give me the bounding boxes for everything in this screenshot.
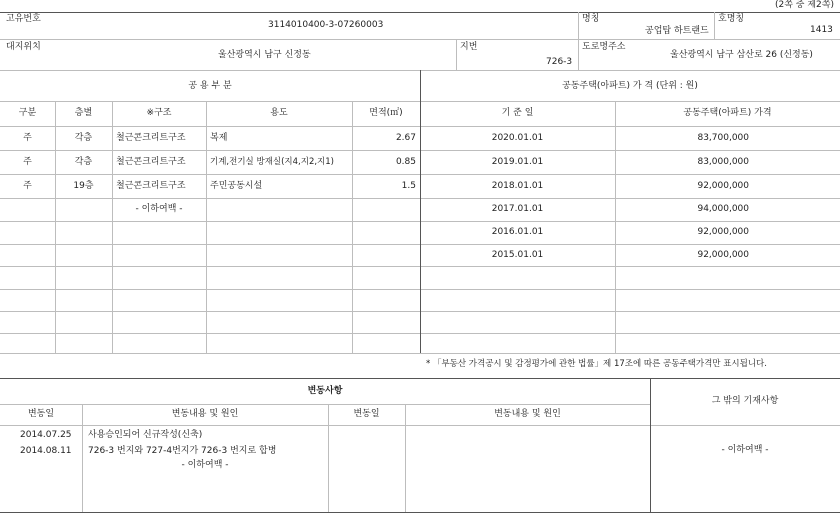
cell-division: 주	[23, 133, 32, 143]
cell-floor: 각층	[74, 157, 93, 167]
cell-usage: 복제	[210, 133, 228, 143]
cell-price: 83,700,000	[697, 133, 749, 143]
house-value: 1413	[810, 25, 833, 35]
cell-division: 주	[23, 181, 32, 191]
cell-area: 0.85	[395, 157, 416, 167]
cell-structure: 철근콘크리트구조	[116, 181, 186, 191]
cell-structure: 철근콘크리트구조	[116, 157, 186, 167]
change-text: 726-3 번지와 727-4번지가 726-3 번지로 합병	[88, 446, 277, 456]
change-date: 2014.08.11	[20, 446, 72, 456]
cell-structure: 철근콘크리트구조	[116, 133, 186, 143]
col-header-floor: 층별	[74, 108, 93, 118]
cell-floor: 19층	[73, 181, 94, 191]
change-text: 사용승인되어 신규작성(신축)	[88, 430, 203, 440]
other-section-title: 그 밖의 기재사항	[711, 396, 779, 406]
common-section-title: 공 용 부 분	[188, 81, 232, 91]
id-value: 3114010400-3-07260003	[268, 20, 384, 30]
cell-price: 92,000,000	[697, 250, 749, 260]
col-header-base-date: 기 준 일	[501, 108, 534, 118]
name-label: 명칭	[582, 14, 600, 24]
change-date: 2014.07.25	[20, 430, 72, 440]
road-value: 울산광역시 남구 삼산로 26 (신정동)	[670, 50, 813, 60]
col-header-change-date-1: 변동일	[27, 409, 55, 419]
cell-price: 94,000,000	[697, 204, 749, 214]
col-header-structure: ※구조	[146, 108, 172, 118]
cell-price: 92,000,000	[697, 181, 749, 191]
lot-label: 지번	[460, 42, 478, 52]
road-label: 도로명주소	[582, 42, 626, 52]
id-label: 고유번호	[6, 14, 41, 24]
col-header-change-content-2: 변동내용 및 원인	[494, 409, 561, 419]
col-header-change-date-2: 변동일	[353, 409, 380, 419]
page-indicator: (2쪽 중 제2쪽)	[775, 0, 834, 10]
cell-price: 83,000,000	[697, 157, 749, 167]
lot-value: 726-3	[546, 57, 573, 67]
price-section-title: 공동주택(아파트) 가 격 (단위 : 원)	[562, 81, 698, 91]
cell-usage: 기계,전기실 방재실(지4,지2,지1)	[210, 157, 334, 167]
col-header-division: 구분	[18, 108, 37, 118]
cell-base-date: 2018.01.01	[491, 181, 544, 191]
cell-division: 주	[23, 157, 32, 167]
cell-base-date: 2016.01.01	[491, 227, 544, 237]
changes-blank-note: - 이하여백 -	[181, 460, 229, 470]
col-header-price: 공동주택(아파트) 가격	[683, 108, 772, 118]
cell-base-date: 2020.01.01	[491, 133, 544, 143]
col-header-area: 면적(㎡)	[369, 108, 403, 118]
col-header-usage: 용도	[270, 108, 288, 118]
cell-price: 92,000,000	[697, 227, 749, 237]
cell-floor: 각층	[74, 133, 93, 143]
site-value: 울산광역시 남구 신정동	[218, 50, 311, 60]
common-blank-note: - 이하여백 -	[135, 204, 183, 214]
site-label: 대지위치	[6, 42, 41, 52]
name-value: 공업탑 하트랜드	[645, 26, 709, 36]
changes-section-title: 변동사항	[307, 386, 343, 396]
cell-usage: 주민공동시설	[210, 181, 263, 191]
price-footnote: * 「부동산 가격공시 및 감정평가에 관한 법률」제 17조에 따른 공동주택가격만 표시됩니다.	[426, 359, 767, 369]
cell-base-date: 2015.01.01	[491, 250, 544, 260]
other-blank-note: - 이하여백 -	[721, 445, 769, 455]
house-label: 호명칭	[718, 14, 745, 24]
cell-area: 2.67	[395, 133, 416, 143]
col-header-change-content-1: 변동내용 및 원인	[171, 409, 239, 419]
cell-base-date: 2017.01.01	[491, 204, 544, 214]
cell-area: 1.5	[401, 181, 416, 191]
cell-base-date: 2019.01.01	[491, 157, 544, 167]
